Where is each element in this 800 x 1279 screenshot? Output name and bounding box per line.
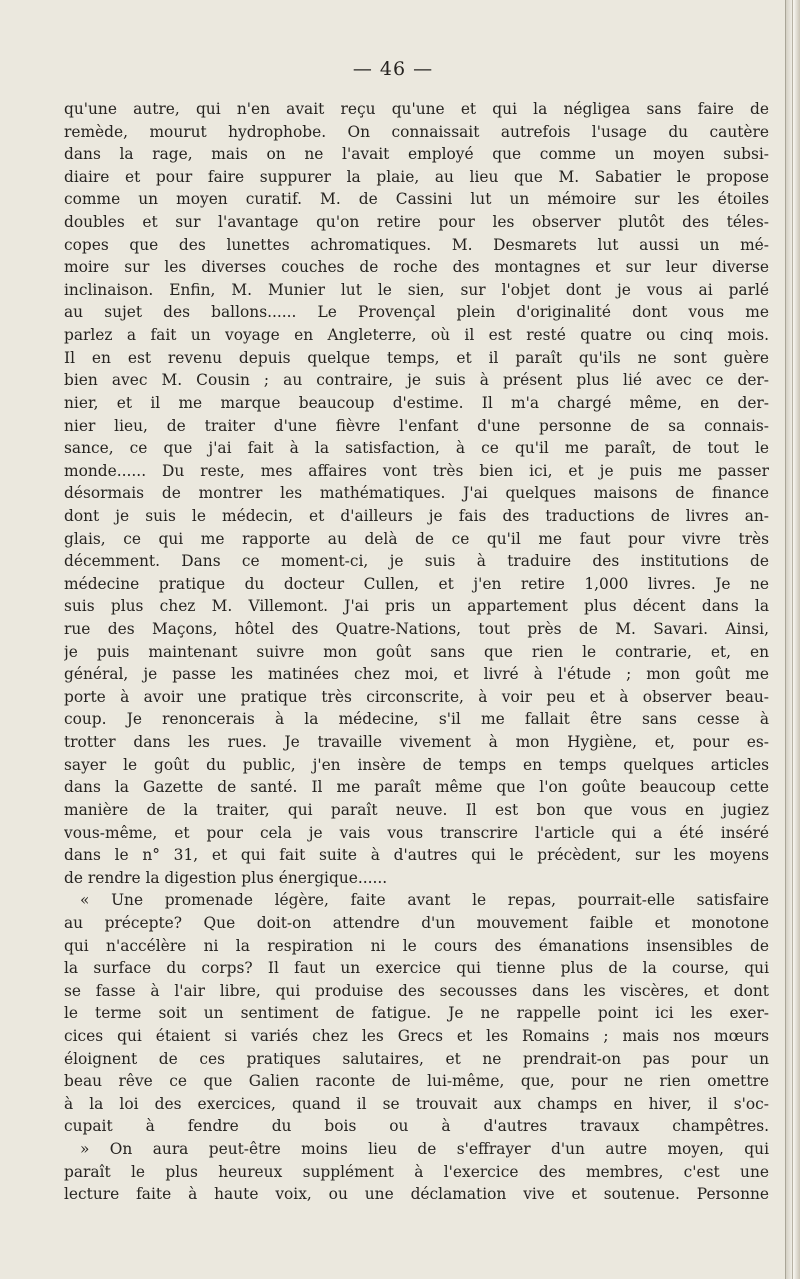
text-line: coup. Je renoncerais à la médecine, s'il me fallait être sans cesse à (64, 710, 769, 729)
text-line: doubles et sur l'avantage qu'on retire pour les observer plutôt des téles- (64, 213, 769, 232)
text-line: éloignent de ces pratiques salutaires, et ne prendrait-on pas pour un (64, 1049, 769, 1068)
text-line: de rendre la digestion plus énergique...... (64, 868, 388, 887)
text-line: le terme soit un sentiment de fatigue. Je ne rappelle point ici les exer- (64, 1004, 769, 1023)
text-line: qu'une autre, qui n'en avait reçu qu'une et qui la négligea sans faire de (64, 100, 769, 118)
text-line: bien avec M. Cousin ; au contraire, je suis à présent plus lié avec ce der- (64, 371, 769, 390)
text-line: remède, mourut hydrophobe. On connaissait autrefois l'usage du cautère (64, 122, 769, 141)
text-line: médecine pratique du docteur Cullen, et j'en retire 1,000 livres. Je ne (64, 574, 769, 593)
text-line: à la loi des exercices, quand il se trouvait aux champs en hiver, il s'oc- (64, 1094, 769, 1113)
text-line: décemment. Dans ce moment-ci, je suis à traduire des institutions de (64, 552, 769, 571)
text-line: vous-même, et pour cela je vais vous transcrire l'article qui a été inséré (64, 823, 769, 842)
page-number: — 46 — (352, 58, 434, 80)
page-edge (785, 0, 800, 1279)
text-line: désormais de montrer les mathématiques. J'ai quelques maisons de finance (64, 484, 769, 503)
body-text (64, 98, 769, 1206)
text-line: trotter dans les rues. Je travaille vivement à mon Hygiène, et, pour es- (64, 733, 769, 752)
text-line: sayer le goût du public, j'en insère de temps en temps quelques articles (64, 755, 769, 774)
text-line: Il en est revenu depuis quelque temps, et il paraît qu'ils ne sont guère (64, 348, 769, 367)
text-line: cices qui étaient si variés chez les Grecs et les Romains ; mais nos mœurs (64, 1026, 769, 1045)
text-line: cupait à fendre du bois ou à d'autres travaux champêtres. (64, 1117, 769, 1136)
text-line: dans le n° 31, et qui fait suite à d'autres qui le précèdent, sur les moyens (64, 846, 769, 865)
text-line: manière de la traiter, qui paraît neuve. Il est bon que vous en jugiez (64, 800, 769, 819)
text-line: je puis maintenant suivre mon goût sans que rien le contrarie, et, en (64, 642, 769, 661)
text-line: parlez a fait un voyage en Angleterre, où il est resté quatre ou cinq mois. (64, 326, 769, 345)
text-line: au précepte? Que doit-on attendre d'un mouvement faible et monotone (64, 913, 769, 932)
text-line: au sujet des ballons...... Le Provençal plein d'originalité dont vous me (64, 303, 769, 322)
text-line: » On aura peut-être moins lieu de s'effrayer d'un autre moyen, qui (80, 1140, 769, 1159)
text-line: « Une promenade légère, faite avant le repas, pourrait-elle satisfaire (80, 891, 769, 910)
text-line: porte à avoir une pratique très circonscrite, à voir peu et à observer beau- (64, 687, 769, 706)
text-line: sance, ce que j'ai fait à la satisfaction, à ce qu'il me paraît, de tout le (64, 439, 769, 458)
text-line: dont je suis le médecin, et d'ailleurs je fais des traductions de livres an- (64, 506, 769, 525)
text-line: comme un moyen curatif. M. de Cassini lut un mémoire sur les étoiles (64, 190, 769, 209)
text-line: lecture faite à haute voix, ou une déclamation vive et soutenue. Personne (64, 1185, 769, 1204)
text-line: copes que des lunettes achromatiques. M. Desmarets lut aussi un mé- (64, 235, 769, 254)
text-line: dans la rage, mais on ne l'avait employé que comme un moyen subsi- (64, 145, 769, 164)
text-line: se fasse à l'air libre, qui produise des secousses dans les viscères, et dont (64, 981, 769, 1000)
text-line: qui n'accélère ni la respiration ni le cours des émanations insensibles de (64, 936, 769, 955)
text-line: la surface du corps? Il faut un exercice qui tienne plus de la course, qui (64, 959, 769, 978)
text-line: diaire et pour faire suppurer la plaie, au lieu que M. Sabatier le propose (64, 167, 769, 186)
text-line: rue des Maçons, hôtel des Quatre-Nations, tout près de M. Savari. Ainsi, (64, 620, 769, 639)
text-line: glais, ce qui me rapporte au delà de ce qu'il me faut pour vivre très (64, 529, 769, 548)
text-line: nier, et il me marque beaucoup d'estime. Il m'a chargé même, en der- (64, 393, 769, 412)
text-line: paraît le plus heureux supplément à l'exercice des membres, c'est une (64, 1162, 769, 1181)
text-line: inclinaison. Enfin, M. Munier lut le sien, sur l'objet dont je vous ai parlé (64, 280, 769, 299)
text-line: moire sur les diverses couches de roche des montagnes et sur leur diverse (64, 258, 769, 277)
text-line: nier lieu, de traiter d'une fièvre l'enfant d'une personne de sa connais- (64, 416, 769, 435)
text-line: beau rêve ce que Galien raconte de lui-même, que, pour ne rien omettre (64, 1072, 769, 1091)
text-line: suis plus chez M. Villemont. J'ai pris un appartement plus décent dans la (64, 597, 769, 616)
text-line: dans la Gazette de santé. Il me paraît même que l'on goûte beaucoup cette (64, 778, 769, 797)
text-line: monde...... Du reste, mes affaires vont très bien ici, et je puis me passer (64, 461, 769, 480)
text-line: général, je passe les matinées chez moi, et livré à l'étude ; mon goût me (64, 665, 769, 684)
